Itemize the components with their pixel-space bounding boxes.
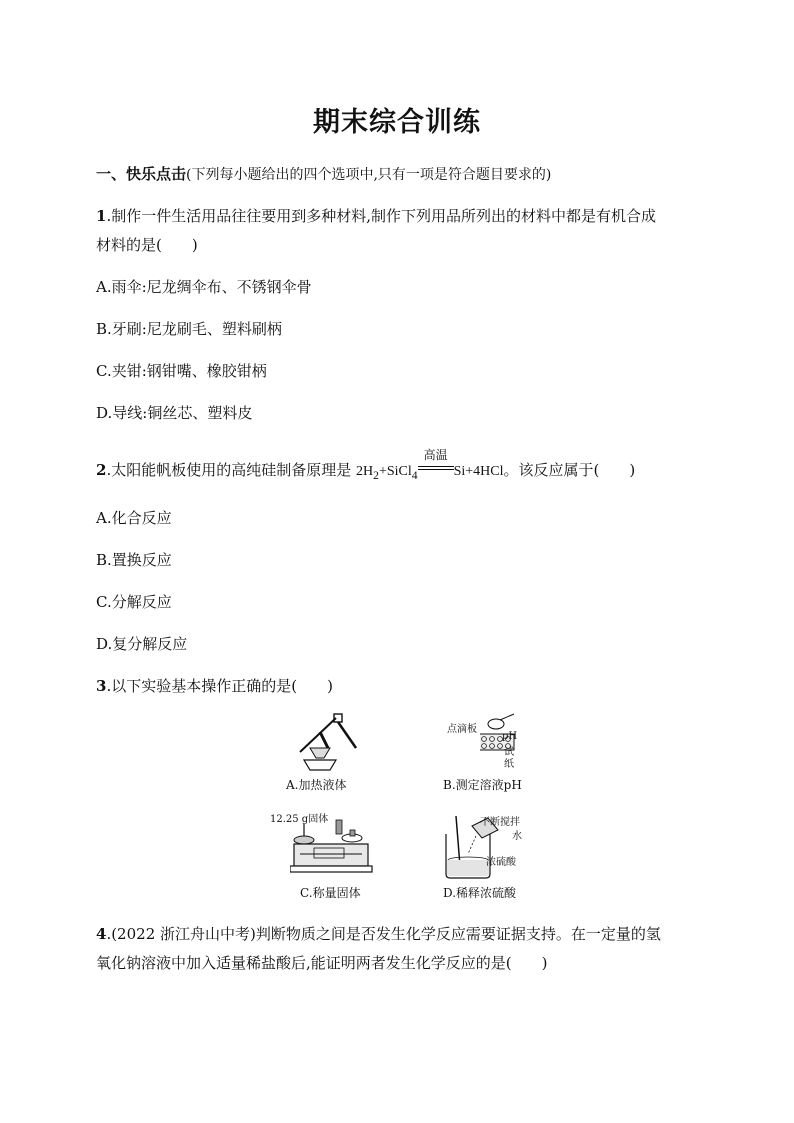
figure-c-caption: C.称量固体 (300, 886, 361, 900)
q4-stem-text2: 氧化钠溶液中加入适量稀盐酸后,能证明两者发生化学反应的是( (96, 954, 512, 972)
q4-stem-line2 (96, 952, 547, 973)
eq-subscript: 2 (373, 468, 379, 482)
q2-stem (96, 448, 636, 482)
ph-paper-label: 试 (504, 747, 514, 758)
chemical-equation (356, 448, 504, 482)
ph-paper-label: 纸 (504, 759, 514, 770)
weight-label: 12.25 g固体 (270, 814, 329, 825)
q1-stem-line1 (96, 205, 656, 226)
eq-subscript: 4 (411, 468, 418, 482)
balance-figure (290, 818, 374, 878)
condition-label: 高温 (423, 448, 448, 462)
stir-label: 不断搅拌 (480, 817, 520, 828)
q1-stem-text1: .制作一件生活用品往往要用到多种材料,制作下列用品所列出的材料中都是有机合成 (106, 207, 656, 225)
q3-number: 3 (96, 677, 107, 695)
reaction-condition (418, 448, 454, 475)
acid-label: 浓硫酸 (486, 857, 516, 868)
q2-option-c: C.分解反应 (96, 593, 172, 611)
eq-products: Si+4HCl (453, 464, 504, 479)
q4-number: 4 (96, 925, 107, 943)
q1-close-paren: ) (191, 236, 198, 254)
q2-stem-post: 。该反应属于( (503, 461, 600, 479)
q3-stem (96, 675, 333, 696)
eq-reactant-sicl: +SiCl (378, 464, 412, 479)
q4-stem-text1: .(2022 浙江舟山中考)判断物质之间是否发生化学反应需要证据支持。在一定量的氢 (106, 925, 661, 943)
q1-option-a: A.雨伞:尼龙绸伞布、不锈钢伞骨 (96, 278, 312, 296)
q3-stem-text: .以下实验基本操作正确的是( (106, 677, 298, 695)
q1-option-d: D.导线:铜丝芯、塑料皮 (96, 404, 253, 422)
figure-b-caption: B.测定溶液pH (443, 778, 522, 792)
figure-d-caption: D.稀释浓硫酸 (443, 886, 517, 900)
q2-option-b: B.置换反应 (96, 551, 172, 569)
page-title: 期末综合训练 (313, 107, 481, 138)
section-heading (96, 163, 551, 184)
q2-option-d: D.复分解反应 (96, 635, 188, 653)
q4-close-paren: ) (541, 954, 548, 972)
q3-close-paren: ) (327, 677, 333, 695)
q1-number: 1 (96, 207, 107, 225)
spot-plate-label: 点滴板 (447, 724, 477, 735)
q1-stem-line2 (96, 234, 198, 255)
q1-stem-text2: 材料的是( (96, 236, 162, 254)
q1-option-b: B.牙刷:尼龙刷毛、塑料刷柄 (96, 320, 282, 338)
q2-number: 2 (96, 461, 107, 479)
section-title: 一、快乐点击 (96, 165, 187, 183)
q2-close-paren: ) (629, 461, 636, 479)
ph-paper-label: pH (502, 731, 518, 742)
figure-a-caption: A.加热液体 (286, 778, 347, 792)
section-note: (下列每小题给出的四个选项中,只有一项是符合题目要求的) (186, 167, 552, 183)
q2-stem-pre: .太阳能帆板使用的高纯硅制备原理是 (106, 461, 352, 479)
q4-stem-line1 (96, 923, 661, 944)
q2-option-a: A.化合反应 (96, 509, 172, 527)
equals-line (418, 469, 454, 470)
water-label: 水 (512, 831, 522, 842)
heating-liquid-figure (290, 712, 370, 774)
q1-option-c: C.夹钳:钢钳嘴、橡胶钳柄 (96, 362, 267, 380)
equals-line (418, 466, 454, 467)
eq-reactant-h: 2H (356, 464, 374, 479)
